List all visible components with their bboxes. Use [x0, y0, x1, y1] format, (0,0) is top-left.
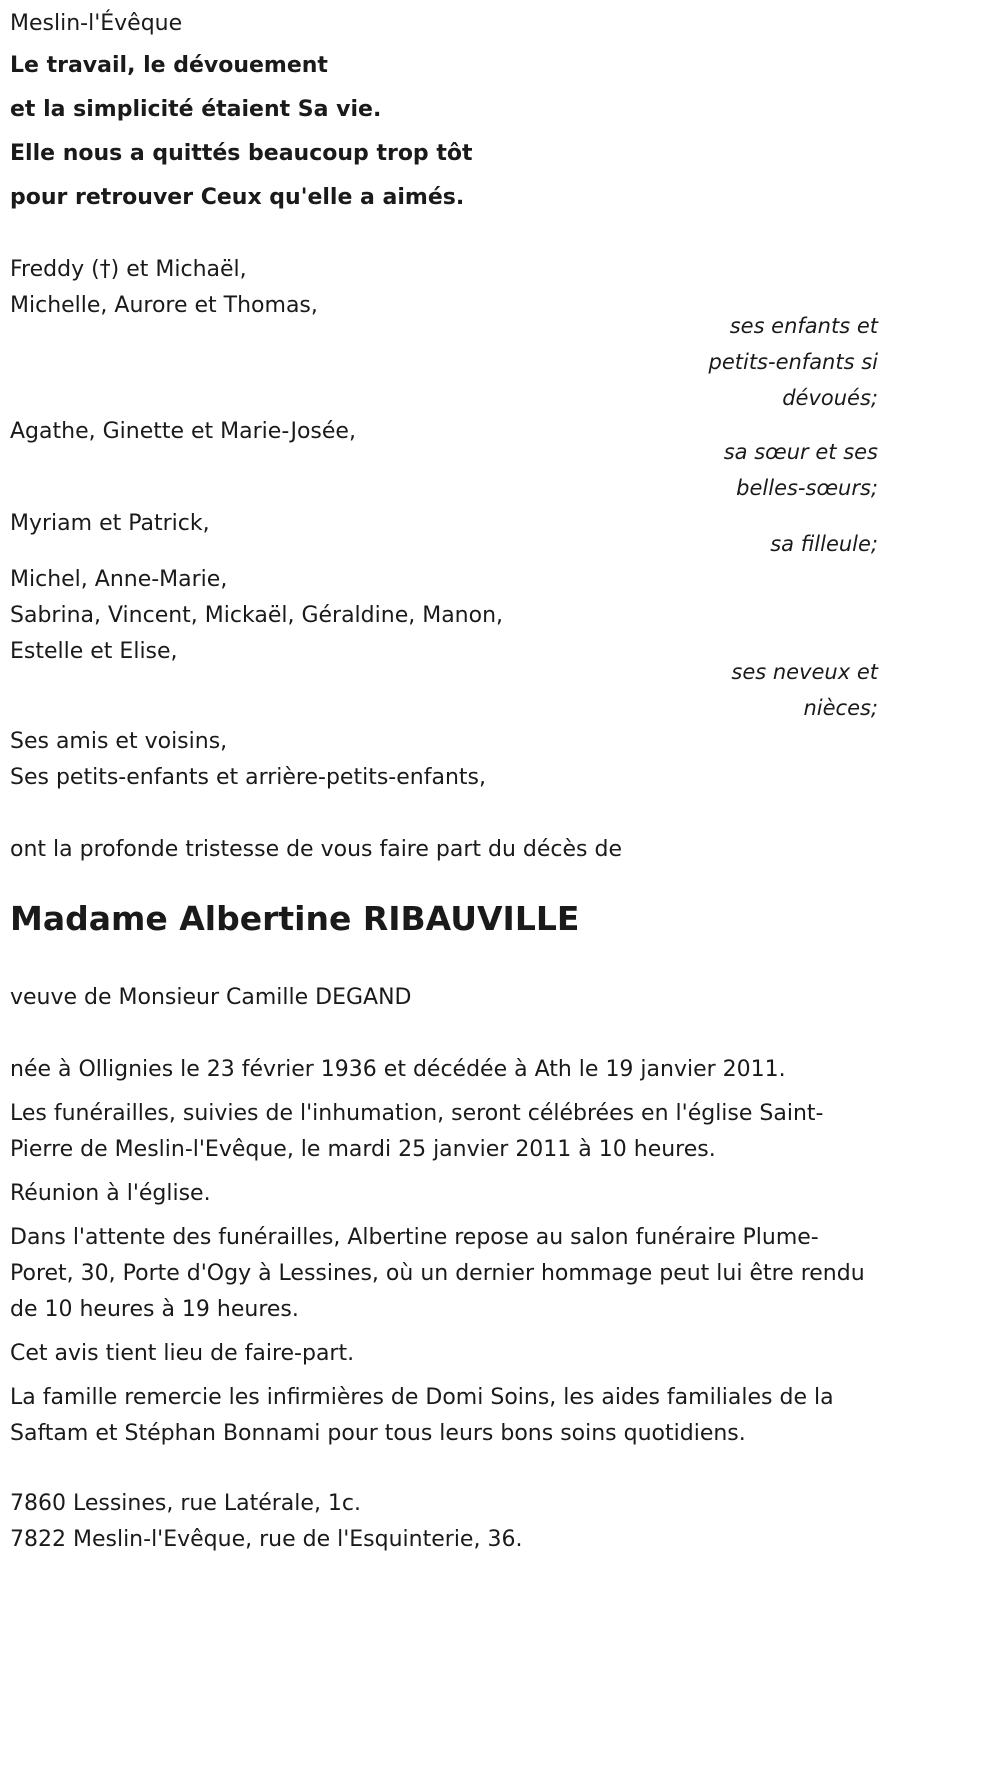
goddaughter-relation	[638, 526, 878, 562]
place-name: Meslin-l'Évêque	[10, 11, 183, 36]
friends-line-1: Ses amis et voisins,	[10, 729, 228, 754]
children-line-2: Michelle, Aurore et Thomas,	[10, 293, 318, 318]
children-line-1: Freddy (†) et Michaël,	[10, 257, 247, 282]
nephews-line-2: Sabrina, Vincent, Mickaël, Géraldine, Manon,	[10, 603, 504, 628]
relation-line: ses neveux et	[731, 660, 878, 684]
relation-line: dévoués;	[782, 386, 878, 410]
verse-line-3: Elle nous a quittés beaucoup trop tôt	[10, 141, 473, 166]
address-line-1: 7860 Lessines, rue Latérale, 1c.	[10, 1491, 362, 1516]
viewing-paragraph: Dans l'attente des funérailles, Albertine repose au salon funéraire Plume-Poret, 30, Porte d'Ogy à Lessines, où un dernier hommage peut lui être rendu de 10 heures à 19 heures.	[10, 1225, 865, 1322]
deceased-name: Madame Albertine RIBAUVILLE	[10, 899, 580, 938]
goddaughter-line: Myriam et Patrick,	[10, 511, 210, 536]
nephews-line-3: Estelle et Elise,	[10, 639, 178, 664]
address-line-2: 7822 Meslin-l'Evêque, rue de l'Esquinterie, 36.	[10, 1527, 523, 1552]
funeral-paragraph: Les funérailles, suivies de l'inhumation, seront célébrées en l'église Saint-Pierre de Meslin-l'Evêque, le mardi 25 janvier 2011 à 10 heures.	[10, 1101, 824, 1162]
sisters-relation	[638, 434, 878, 506]
sisters-line: Agathe, Ginette et Marie-Josée,	[10, 419, 356, 444]
notice-paragraph: Cet avis tient lieu de faire-part.	[10, 1341, 355, 1366]
relation-line: belles-sœurs;	[736, 476, 878, 500]
children-relation	[638, 308, 878, 416]
verse-line-2: et la simplicité étaient Sa vie.	[10, 97, 382, 122]
relation-line: sa filleule;	[770, 532, 878, 556]
verse-line-4: pour retrouver Ceux qu'elle a aimés.	[10, 185, 465, 210]
announcement-text: ont la profonde tristesse de vous faire part du décès de	[10, 837, 622, 862]
friends-line-2: Ses petits-enfants et arrière-petits-enfants,	[10, 765, 486, 790]
relation-line: nièces;	[803, 696, 878, 720]
relation-line: ses enfants et	[729, 314, 878, 338]
thanks-paragraph: La famille remercie les infirmières de Domi Soins, les aides familiales de la Saftam et Stéphan Bonnami pour tous leurs bons soins quotidiens.	[10, 1385, 834, 1446]
gathering-paragraph: Réunion à l'église.	[10, 1181, 211, 1206]
relation-line: sa sœur et ses	[723, 440, 878, 464]
nephews-line-1: Michel, Anne-Marie,	[10, 567, 228, 592]
relation-line: petits-enfants si	[708, 350, 878, 374]
verse-line-1: Le travail, le dévouement	[10, 53, 328, 78]
nephews-relation	[638, 654, 878, 726]
spouse-line: veuve de Monsieur Camille DEGAND	[10, 985, 412, 1010]
birth-death-paragraph: née à Ollignies le 23 février 1936 et décédée à Ath le 19 janvier 2011.	[10, 1057, 786, 1082]
